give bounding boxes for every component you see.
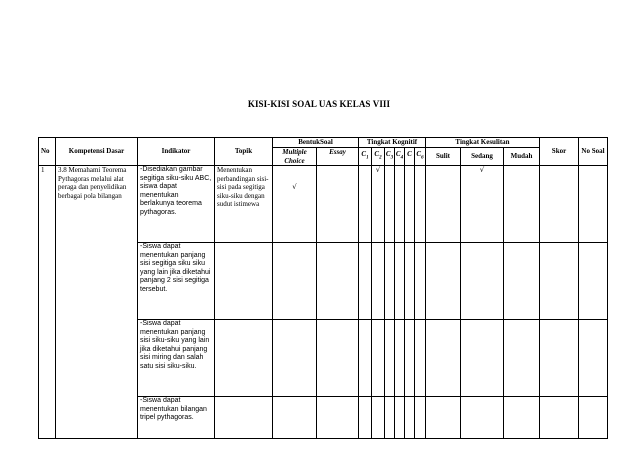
cell-c5 [405,166,415,243]
table-row [39,166,608,243]
cell-topik: Menentukan perbandingan sisi-sisi pada segitiga siku-siku dengan sudut istimewa [215,166,273,243]
header-indikator: Indikator [138,138,215,166]
header-mudah: Mudah [504,148,540,166]
cell-essay [317,166,359,243]
cell-skor [540,166,579,243]
header-essay: Essay [317,148,359,166]
cell-kompetensi-dasar: 3.8 Memahami Teorema Pythagoras melalui alat peraga dan penyelidikan berbagai pola bilangan [56,166,138,439]
header-c4: $C_4$ [395,148,405,166]
cell-c3 [385,166,395,243]
document-title: KISI-KISI SOAL UAS KELAS VIII [247,99,391,109]
cell-c1 [359,166,372,243]
cell-mudah [504,166,540,243]
header-bentuk-soal: BentukSoal [273,138,359,148]
header-sulit: Sulit [426,148,461,166]
header-no-soal: No Soal [579,138,608,166]
cell-multiple-choice-check: √ [273,166,317,243]
cell-indikator-2: -Siswa dapat menentukan panjang sisi segitiga siku siku yang lain jika diketahui panjang 2 sisi segitiga tersebut. [138,243,215,320]
header-c6: $C_6$ [415,148,426,166]
header-c2: $C_2$ [372,148,385,166]
cell-no-soal [579,166,608,243]
header-kompetensi-dasar: Kompetensi Dasar [56,138,138,166]
cell-indikator-4: -Siswa dapat menentukan bilangan tripel pythagoras. [138,397,215,439]
cell-c4 [395,166,405,243]
header-topik: Topik [215,138,273,166]
cell-indikator-1: -Disediakan gambar segitiga siku-siku ABC, siswa dapat menentukan berlakunya teorema pythagoras. [138,166,215,243]
cell-sulit [426,166,461,243]
header-skor: Skor [540,138,579,166]
header-tingkat-kognitif: Tingkat Kognitif [359,138,426,148]
cell-sedang-check: √ [461,166,504,243]
header-c5: C [405,148,415,166]
cell-c2-check: √ [372,166,385,243]
kisi-kisi-table [38,137,608,439]
cell-c6 [415,166,426,243]
header-c1: $C_1$ [359,148,372,166]
header-tingkat-kesulitan: Tingkat Kesulitan [426,138,540,148]
cell-indikator-3: -Siswa dapat menentukan panjang sisi siku-siku yang lain jika diketahui panjang sisi miring dan salah satu sisi siku-siku. [138,320,215,397]
cell-no: 1 [39,166,56,439]
header-multiple-choice: Multiple Choice [273,148,317,166]
header-c3: $C_3$ [385,148,395,166]
header-no: No [39,138,56,166]
header-sedang: Sedang [461,148,504,166]
